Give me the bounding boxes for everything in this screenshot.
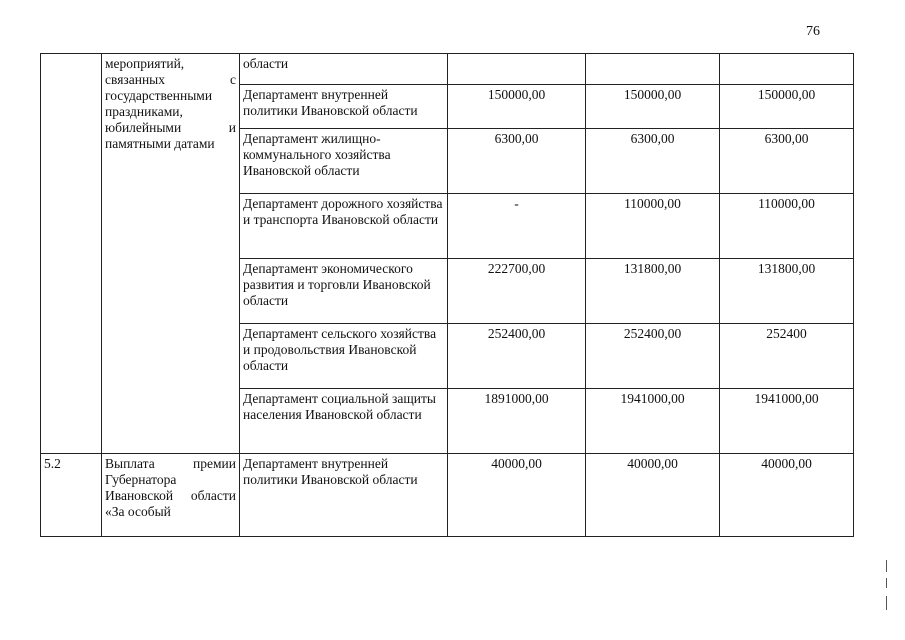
- scan-edge-mark: [886, 596, 887, 610]
- department-cell: Департамент сельского хозяйства и продовольствия Ивановской области: [240, 324, 448, 389]
- value-cell: 40000,00: [720, 454, 854, 537]
- department-cell: области: [240, 54, 448, 85]
- department-cell: Департамент дорожного хозяйства и транспорта Ивановской области: [240, 194, 448, 259]
- measure-cell: мероприятий, связанных с государственными праздниками, юбилейными и памятными датами: [102, 54, 240, 454]
- value-cell: 150000,00: [720, 85, 854, 129]
- budget-table: [40, 53, 854, 537]
- index-cell: [41, 54, 102, 454]
- department-cell: Департамент экономического развития и торговли Ивановской области: [240, 259, 448, 324]
- value-cell: 252400,00: [586, 324, 720, 389]
- value-cell: 131800,00: [586, 259, 720, 324]
- page-number: 76: [806, 24, 820, 39]
- value-cell: 1941000,00: [586, 389, 720, 454]
- department-cell: Департамент жилищно-коммунального хозяйства Ивановской области: [240, 129, 448, 194]
- value-cell: 252400: [720, 324, 854, 389]
- department-cell: Департамент внутренней политики Ивановской области: [240, 454, 448, 537]
- value-cell: 150000,00: [448, 85, 586, 129]
- value-cell: [448, 54, 586, 85]
- value-cell: 6300,00: [448, 129, 586, 194]
- value-cell: 40000,00: [586, 454, 720, 537]
- value-cell: 252400,00: [448, 324, 586, 389]
- value-cell: 110000,00: [720, 194, 854, 259]
- value-cell: 6300,00: [586, 129, 720, 194]
- table-row: [41, 454, 854, 537]
- department-cell: Департамент внутренней политики Ивановской области: [240, 85, 448, 129]
- value-cell: -: [448, 194, 586, 259]
- value-cell: [586, 54, 720, 85]
- table-row: [41, 54, 854, 85]
- value-cell: 1891000,00: [448, 389, 586, 454]
- value-cell: 131800,00: [720, 259, 854, 324]
- scan-edge-mark: [886, 578, 887, 588]
- value-cell: 110000,00: [586, 194, 720, 259]
- department-cell: Департамент социальной защиты населения Ивановской области: [240, 389, 448, 454]
- value-cell: 6300,00: [720, 129, 854, 194]
- value-cell: 1941000,00: [720, 389, 854, 454]
- value-cell: 222700,00: [448, 259, 586, 324]
- value-cell: 150000,00: [586, 85, 720, 129]
- index-cell: 5.2: [41, 454, 102, 537]
- value-cell: [720, 54, 854, 85]
- measure-cell: Выплата премии Губернатора Ивановской области «За особый: [102, 454, 240, 537]
- value-cell: 40000,00: [448, 454, 586, 537]
- scan-edge-mark: [886, 560, 887, 572]
